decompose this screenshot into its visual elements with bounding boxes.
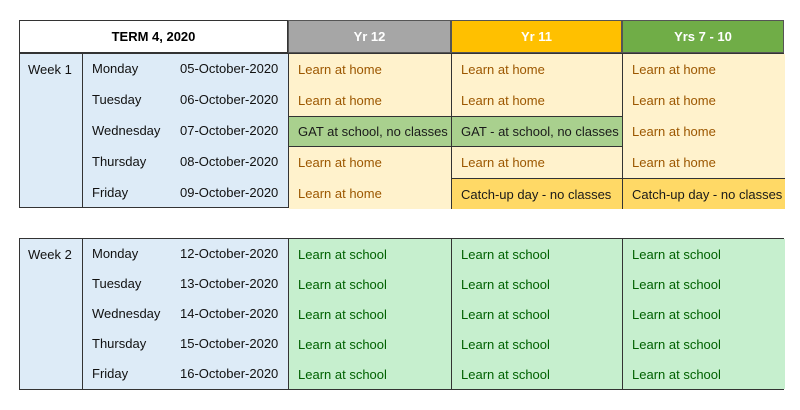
yr11-cell: Learn at school [452, 239, 623, 269]
yr7-10-cell: Learn at home [623, 54, 785, 85]
yr7-10-cell: Learn at home [623, 116, 785, 147]
yr7-10-header: Yrs 7 - 10 [622, 20, 784, 53]
day-name: Wednesday [92, 306, 161, 321]
day-date: 14-October-2020 [180, 306, 279, 321]
yr11-cell: GAT - at school, no classes [452, 116, 623, 147]
yr7-10-cell: Learn at school [623, 239, 785, 269]
term-header: TERM 4, 2020 [19, 20, 288, 53]
day-name: Friday [92, 185, 129, 200]
yr12-cell: GAT at school, no classes [289, 116, 452, 147]
table-row [83, 239, 288, 270]
yr12-cell: Learn at home [289, 85, 452, 116]
yr7-10-cell: Learn at home [623, 147, 785, 178]
day-date: 13-October-2020 [180, 276, 279, 291]
day-name: Monday [92, 246, 139, 261]
day-date: 05-October-2020 [180, 61, 279, 76]
yr11-cell: Learn at school [452, 269, 623, 299]
yr7-10-cell: Learn at school [623, 329, 785, 359]
yr12-cell: Learn at school [289, 359, 452, 389]
table-row [83, 269, 288, 300]
yr11-cell: Learn at home [452, 85, 623, 116]
yr11-cell: Learn at home [452, 147, 623, 178]
day-date: 09-October-2020 [180, 185, 279, 200]
day-name: Monday [92, 61, 139, 76]
yr11-cell: Learn at school [452, 359, 623, 389]
week-label: Week 1 [28, 62, 72, 77]
week-label: Week 2 [28, 247, 72, 262]
week-2-table-body [19, 238, 784, 390]
table-row [83, 299, 288, 330]
yr7-10-cell: Learn at school [623, 269, 785, 299]
yr7-10-cell: Learn at school [623, 359, 785, 389]
yr12-cell: Learn at school [289, 239, 452, 269]
day-date: 06-October-2020 [180, 92, 279, 107]
yr11-cell: Catch-up day - no classes [452, 178, 623, 209]
table-row [83, 359, 288, 390]
day-name: Tuesday [92, 92, 142, 107]
table-row [83, 329, 288, 360]
yr7-10-cell: Learn at school [623, 299, 785, 329]
yr12-cell: Learn at school [289, 329, 452, 359]
yr7-10-cell: Catch-up day - no classes [623, 178, 785, 209]
yr12-cell: Learn at home [289, 178, 452, 209]
table-row [83, 147, 288, 178]
table-row [83, 85, 288, 116]
yr12-cell: Learn at school [289, 269, 452, 299]
week-1-table-body [19, 53, 784, 208]
yr11-cell: Learn at school [452, 329, 623, 359]
yr12-cell: Learn at home [289, 147, 452, 178]
day-name: Thursday [92, 336, 147, 351]
week-column [20, 54, 83, 207]
day-name: Wednesday [92, 123, 161, 138]
yr11-cell: Learn at school [452, 299, 623, 329]
table-row [83, 116, 288, 147]
day-date: 15-October-2020 [180, 336, 279, 351]
table-row [83, 54, 288, 85]
yr11-header: Yr 11 [451, 20, 622, 53]
day-name: Thursday [92, 154, 147, 169]
yr12-cell: Learn at home [289, 54, 452, 85]
yr11-cell: Learn at home [452, 54, 623, 85]
day-name: Friday [92, 366, 129, 381]
week-column [20, 239, 83, 389]
table-row [83, 178, 288, 209]
day-column [83, 239, 289, 389]
day-date: 08-October-2020 [180, 154, 279, 169]
yr12-header: Yr 12 [288, 20, 451, 53]
day-date: 07-October-2020 [180, 123, 279, 138]
yr12-cell: Learn at school [289, 299, 452, 329]
day-date: 12-October-2020 [180, 246, 279, 261]
day-name: Tuesday [92, 276, 142, 291]
yr7-10-cell: Learn at home [623, 85, 785, 116]
day-date: 16-October-2020 [180, 366, 279, 381]
day-column [83, 54, 289, 207]
